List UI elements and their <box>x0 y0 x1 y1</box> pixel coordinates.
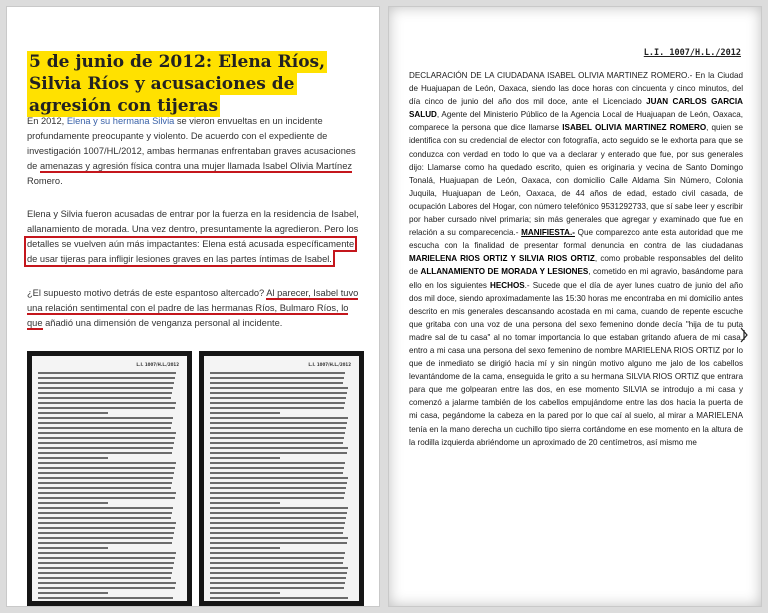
thumbnail-text-line <box>210 562 343 564</box>
thumbnail-text-line <box>210 592 280 594</box>
thumbnail-ref-2: L.I. 1007/H.L./2012 <box>308 362 351 367</box>
thumbnail-text-line <box>210 587 344 589</box>
thumbnail-text-line <box>38 482 172 484</box>
thumbnail-text-line <box>210 547 280 549</box>
thumbnail-text-line <box>210 432 345 434</box>
thumbnail-text-line <box>210 412 280 414</box>
thumbnail-text-line <box>210 437 344 439</box>
thumbnail-text-line <box>38 567 173 569</box>
document-thumbnail-1[interactable] <box>27 351 192 606</box>
thumbnail-text-line <box>38 547 108 549</box>
thumbnail-text-line <box>38 502 108 504</box>
margin-signature-mark <box>739 327 749 343</box>
thumbnail-text-line <box>210 387 348 389</box>
thumbnail-text-line <box>210 427 346 429</box>
thumbnail-text-line <box>210 372 345 374</box>
thumbnail-text-line <box>38 432 176 434</box>
thumbnail-text-line <box>210 567 348 569</box>
thumbnail-text-line <box>38 407 175 409</box>
declaration-document-panel <box>388 6 762 607</box>
thumbnail-text-line <box>210 477 348 479</box>
thumbnail-text-line <box>210 422 347 424</box>
thumbnail-text-line <box>210 577 346 579</box>
article-headline <box>27 51 362 117</box>
thumbnail-text-line <box>210 417 348 419</box>
thumbnail-text-line <box>210 392 347 394</box>
p1-text-b: se vieron envueltas en un incidente profundamente preocupante y violento. De acuerdo con el expediente de investigación 1007/HL/2012, ambas hermanas enfrentaban graves acusaciones de <box>27 116 356 171</box>
thumbnail-text-line <box>38 452 172 454</box>
doc-segment-7: .- Sucede que el día de ayer lunes cuatro de junio del año dos mil doce, siendo aproximadamente las 15:30 horas me encontraba en mi domicilio antes descrito en mis generales descansando acostada en mi cama, cuando de repente escuche que gritaba con una voz de una persona del sexo femenino donde decía "hija de tu puta madre sal de tu casa" al no tomar importancia lo que estaban gritando afuera de mi casa, entro a mi casa una persona del sexo femenino de nombre MARIELENA RIOS ORTIZ por lo que de inmediato se dirigió hacia mí y sin ningún motivo alguno me jalo de los cabellos levantándome de la cama, enseguida le grito a su hermana SILVIA RIOS ORTIZ que entrara para que me golpearan entre las dos, en ese momento SILVIA se introdujo a mi casa y comenzó a jalarme también de los cabellos empujándome entre las dos hacia la puerta de mi casa, pegándome la cabeza en la pared por lo que caí al suelo, al mirar a MARIELENA tenía en la mano derecha un cuchillo tipo sierra cortándome en ese momento en la altura de la rodilla izquierda abriéndome un aproximado de 20 centímetros, así mismo me <box>409 280 744 447</box>
thumbnail-text-line <box>38 447 173 449</box>
doc-bold-agent: JUAN CARLOS GARCIA SALUD <box>409 97 743 120</box>
thumbnail-text-line <box>210 502 280 504</box>
thumbnail-page-1 <box>32 356 187 601</box>
thumbnail-text-line <box>210 582 345 584</box>
thumbnail-text-line <box>38 422 172 424</box>
declaration-text <box>409 69 743 449</box>
thumbnail-ref-1: L.I. 1007/H.L./2012 <box>136 362 179 367</box>
thumbnail-text-line <box>38 497 175 499</box>
p3-text-a: ¿El supuesto motivo detrás de este espantoso altercado? <box>27 288 267 298</box>
thumbnail-text-line <box>38 462 176 464</box>
sisters-link[interactable]: Elena y su hermana Silvia <box>66 116 175 126</box>
thumbnail-text-line <box>210 522 345 524</box>
thumbnail-text-line <box>210 497 344 499</box>
thumbnail-text-line <box>38 472 174 474</box>
thumbnail-text-line <box>38 467 175 469</box>
thumbnail-text-line <box>38 492 176 494</box>
thumbnail-text-line <box>38 542 172 544</box>
thumbnail-text-line <box>38 517 171 519</box>
doc-segment-3: , quien se identifica con su credencial de elector con fotografía, acto seguido se le exhorta para que se conduzca con verdad en todo lo que va a declarar y enterado que fue, por sus generales dijo: Llamarse como ha quedado escrito, quien es originaria y vecina de Santo Domingo Tonalá, Huajuapan de León, Oaxaca, con domicilio Calle Aldama Sin Número, Colonia Juquila, Huajuapan de León, Oaxaca, de 44 años de edad, estado civil casada, de ocupación Labores del Hogar, con número telefónico 9531292733, que sí sabe leer y escribir por haber cursado nivel primaria; sin más generales que agregar y examinado que fue en relación a su comparecencia.- <box>409 123 743 238</box>
p1-text-a: En 2012, <box>27 116 67 126</box>
thumbnail-text-line <box>210 472 343 474</box>
thumbnail-text-line <box>38 477 173 479</box>
thumbnail-text-line <box>210 402 345 404</box>
thumbnail-text-line <box>38 557 175 559</box>
thumbnail-text-line <box>210 537 348 539</box>
thumbnail-text-line <box>210 507 348 509</box>
thumbnail-text-line <box>210 407 344 409</box>
headline-highlight: 5 de junio de 2012: Elena Ríos, Silvia Ríos y acusaciones de agresión con tijeras <box>29 52 326 116</box>
document-thumbnail-2[interactable] <box>199 351 364 606</box>
thumbnail-text-line <box>210 462 345 464</box>
doc-bold-accused: MARIELENA RIOS ORTIZ Y SILVIA RIOS ORTIZ <box>409 254 595 264</box>
thumbnail-text-line <box>210 492 345 494</box>
thumbnail-text-line <box>38 457 108 459</box>
thumbnail-text-line <box>38 412 108 414</box>
thumbnail-text-line <box>210 512 347 514</box>
document-reference: L.I. 1007/H.L./2012 <box>643 48 741 58</box>
thumbnail-text-line <box>210 542 347 544</box>
doc-bold-crime: ALLANAMIENTO DE MORADA Y LESIONES <box>420 267 589 277</box>
doc-segment-2: , Agente del Ministerio Público de la Agencia Local de Huajuapan de León, Oaxaca, comparece la persona que dice llamarse <box>409 110 743 133</box>
thumbnail-text-line <box>210 457 280 459</box>
thumbnail-text-line <box>210 572 347 574</box>
p3-text-c: añadió una dimensión de venganza personal al incidente. <box>42 318 283 328</box>
doc-manifiesta: MANIFIESTA.- <box>521 228 575 238</box>
thumbnail-text-line <box>210 552 345 554</box>
doc-segment-4: Que comparezco ante esta autoridad que me escucha con la finalidad de presentar formal denuncia en contra de las ciudadanas <box>409 228 743 251</box>
p2-boxed-text: detalles se vuelven aún más impactantes: Elena está acusada específicamente de usar tijeras para infligir lesiones graves en las partes íntimas de Isabel. <box>27 239 355 264</box>
thumbnail-text-line <box>210 452 347 454</box>
thumbnail-text-line <box>38 562 174 564</box>
thumbnail-text-line <box>210 482 347 484</box>
p2-text-a: Elena y Silvia fueron acusadas de entrar por la fuerza en la residencia de Isabel, allanamiento de morada. Una vez dentro, presuntamente la agredieron. Pero los <box>27 209 359 234</box>
doc-segment-1: DECLARACIÓN DE LA CIUDADANA ISABEL OLIVIA MARTINEZ ROMERO.- En la Ciudad de Huajuapan de León, Oaxaca, siendo las doce horas con cincuenta y cinco minutos, del día cinco de junio del año dos mil doce, ante el Licenciado <box>409 71 743 107</box>
thumbnail-text-line <box>210 442 343 444</box>
thumbnail-text-line <box>210 397 346 399</box>
article-panel <box>6 6 380 607</box>
thumbnail-text-line <box>210 527 344 529</box>
doc-bold-hechos: HECHOS <box>490 280 525 290</box>
thumbnail-text-line <box>38 537 173 539</box>
thumbnail-text-line <box>210 377 344 379</box>
thumbnail-text-line <box>38 377 175 379</box>
thumbnail-text-line <box>210 532 343 534</box>
article-paragraph-2 <box>27 207 361 267</box>
thumbnail-text-line <box>210 467 344 469</box>
thumbnail-text-line <box>38 507 173 509</box>
thumbnail-text-line <box>38 487 171 489</box>
thumbnail-text-line <box>38 577 171 579</box>
thumbnail-text-line <box>210 487 346 489</box>
thumbnail-text-line <box>38 372 176 374</box>
thumbnail-text-line <box>38 417 173 419</box>
thumbnail-text-line <box>38 397 171 399</box>
thumbnail-text-line <box>38 522 176 524</box>
thumbnail-text-line <box>38 532 174 534</box>
thumbnail-text-line <box>38 427 171 429</box>
thumbnail-text-line <box>38 587 175 589</box>
thumbnail-text-line <box>38 442 174 444</box>
thumbnail-text-line <box>38 572 172 574</box>
thumbnail-text-line <box>210 557 344 559</box>
thumbnail-text-line <box>38 592 108 594</box>
doc-segment-6: , cometido en mi agravio, basándome para ello en los siguientes <box>409 267 743 290</box>
thumbnail-text-line <box>38 512 172 514</box>
p3-underlined-text: Al parecer, Isabel tuvo una relación sentimental con el padre de las hermanas Ríos, Bulmaro Ríos, lo que <box>27 288 359 328</box>
thumbnail-page-2 <box>204 356 359 601</box>
thumbnail-text-line <box>38 387 173 389</box>
thumbnail-text-line <box>38 402 176 404</box>
thumbnail-text-line <box>38 552 176 554</box>
thumbnail-text-line <box>210 382 343 384</box>
thumbnail-text-line <box>210 517 346 519</box>
thumbnail-text-line <box>38 382 174 384</box>
thumbnail-text-line <box>210 597 348 599</box>
thumbnail-text-line <box>210 447 348 449</box>
thumbnail-text-line <box>38 437 175 439</box>
thumbnail-text-line <box>38 597 173 599</box>
article-paragraph-3 <box>27 286 361 331</box>
thumbnail-text-line <box>38 582 176 584</box>
p1-text-c: Romero. <box>27 176 63 186</box>
article-paragraph-1 <box>27 114 361 189</box>
thumbnail-text-line <box>38 527 175 529</box>
thumbnail-text-line <box>38 392 172 394</box>
doc-bold-declarant: ISABEL OLIVIA MARTINEZ ROMERO <box>562 123 707 133</box>
doc-segment-5: , como probable responsables del delito de <box>409 254 743 277</box>
p1-underlined-text: amenazas y agresión física contra una mujer llamada Isabel Olivia Martínez <box>39 161 353 171</box>
